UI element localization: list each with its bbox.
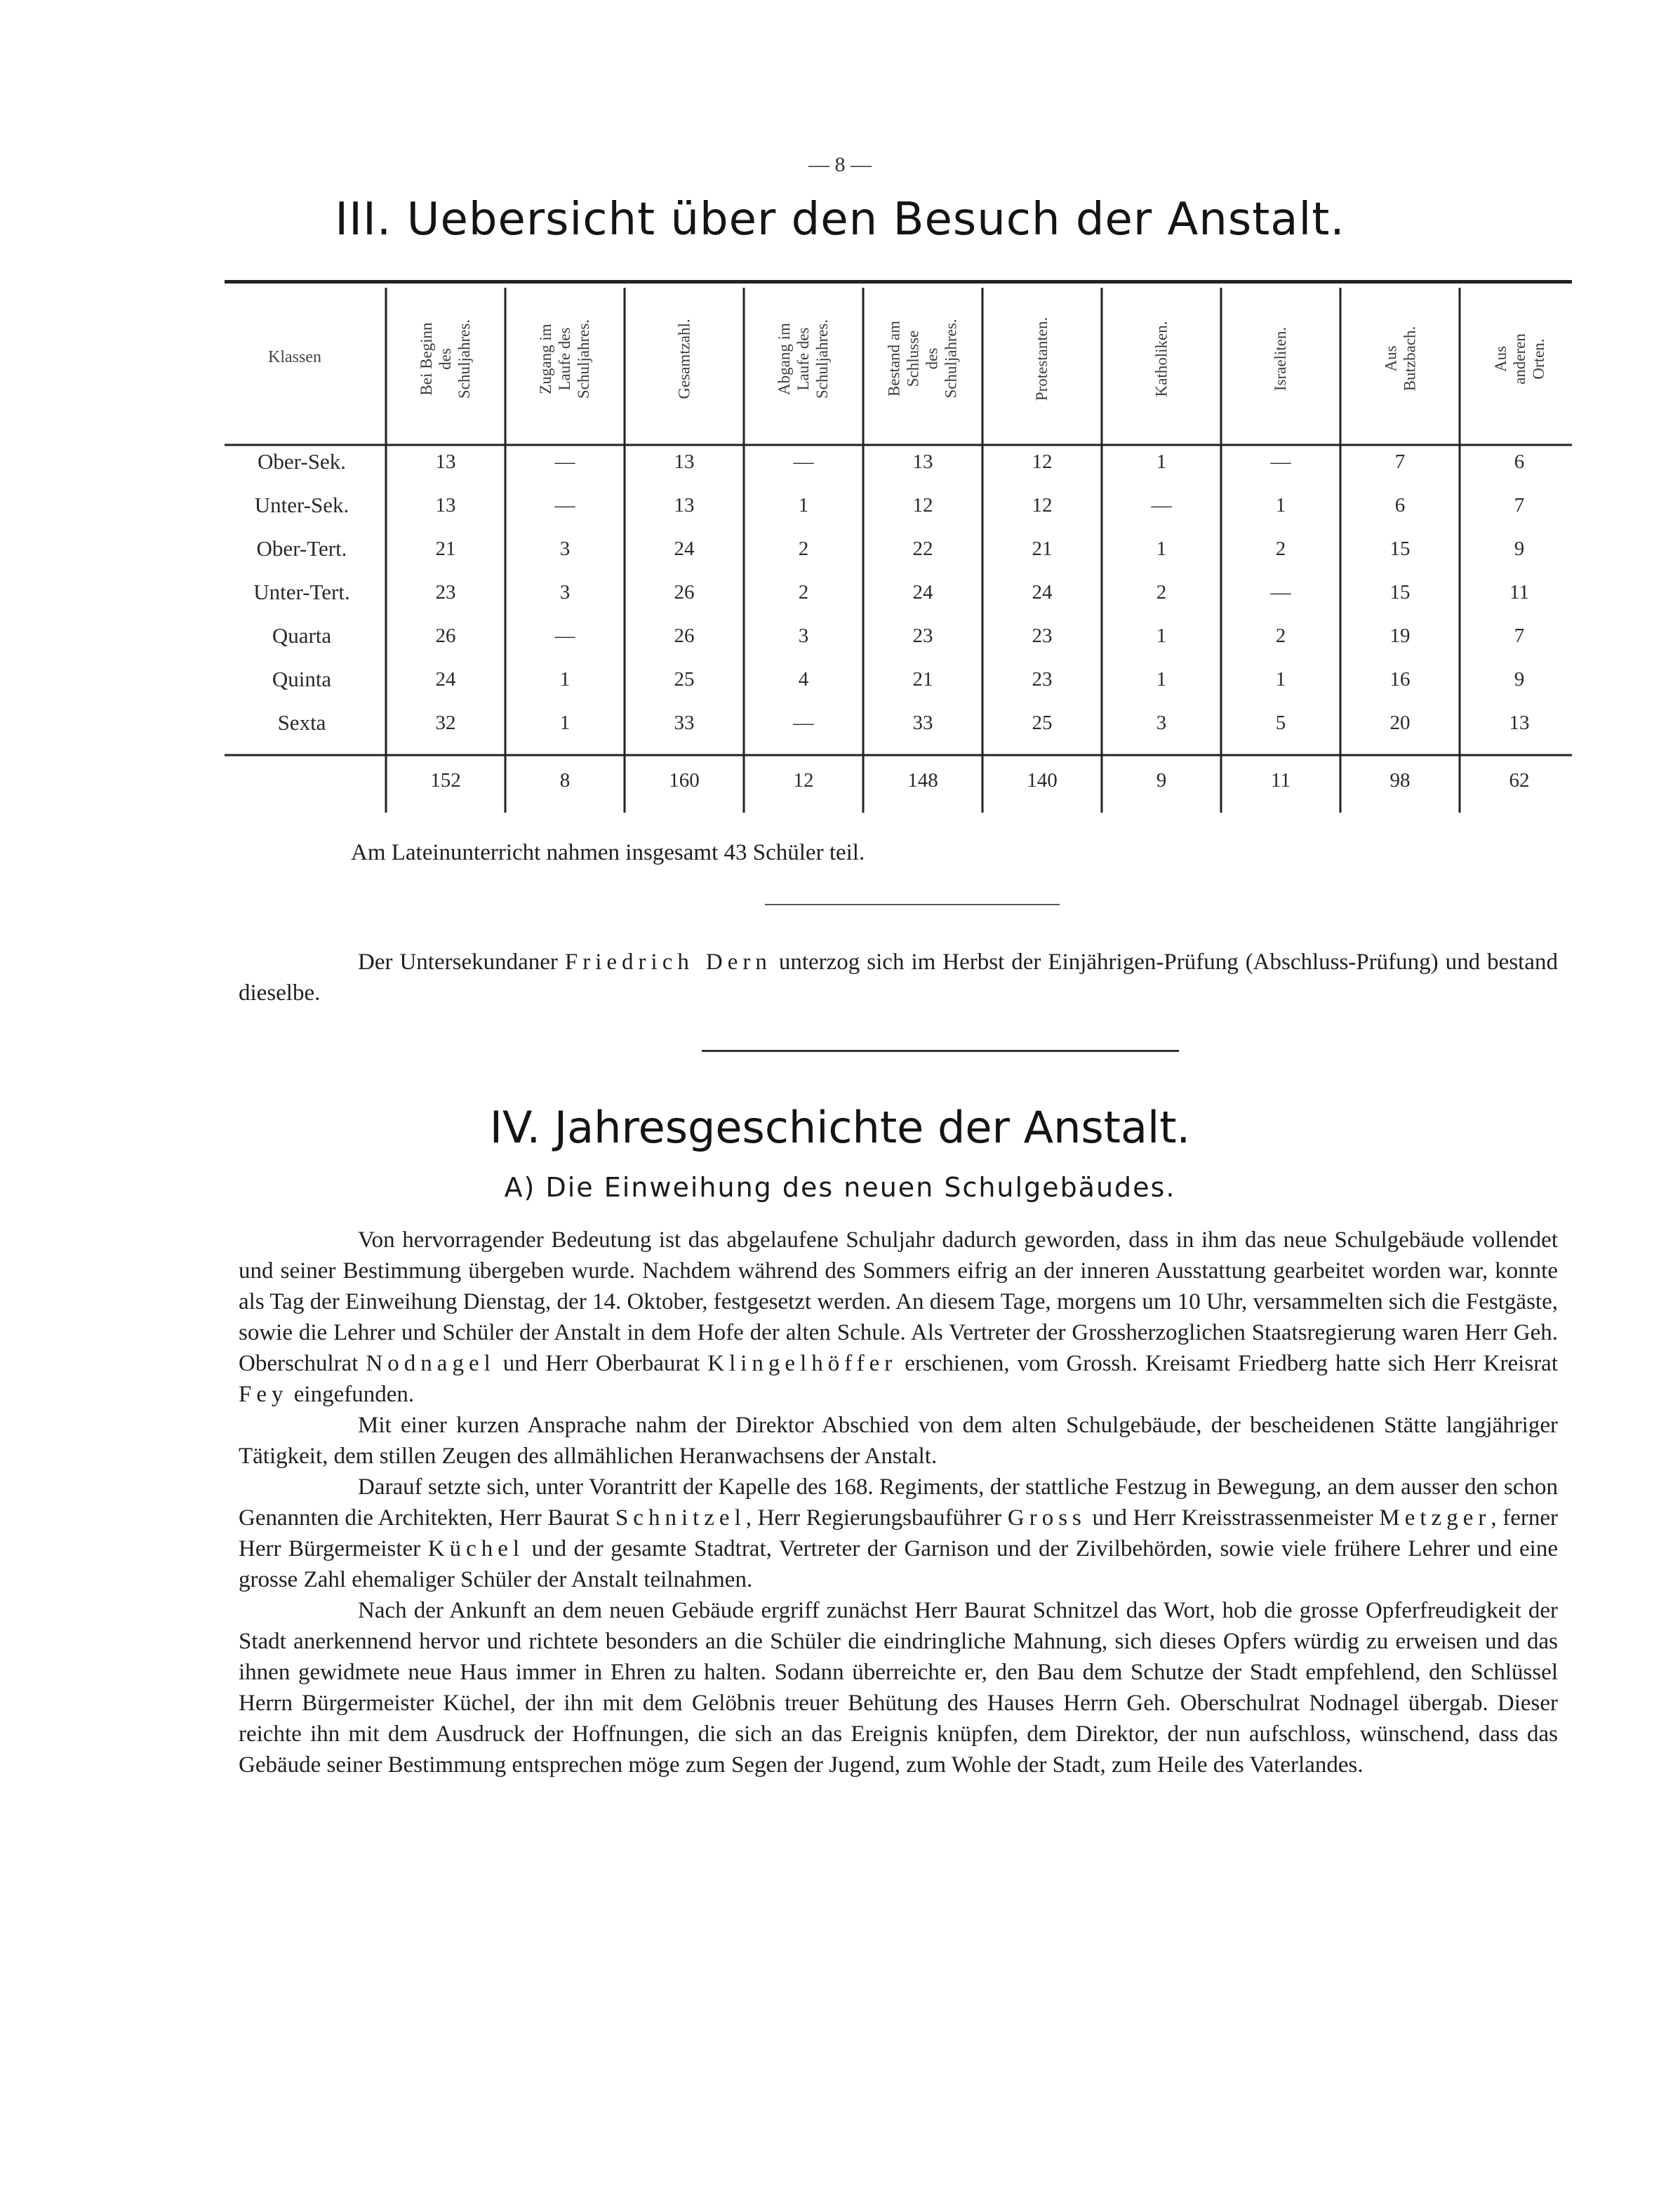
table-cell: 7 xyxy=(1514,494,1525,517)
table-cell: 13 xyxy=(435,494,456,517)
col-header-bestand: Bestand am Schlusse des Schuljahres. xyxy=(886,319,960,399)
col-header-abgang: Abgang im Laufe des Schuljahres. xyxy=(775,319,832,399)
table-cell: 2 xyxy=(798,581,809,604)
name-metzger: Metzger xyxy=(1379,1505,1491,1531)
table-cell: 19 xyxy=(1389,625,1411,647)
p3-text-2: , Herr Regierungsbauführer xyxy=(745,1505,1008,1531)
name-kuechel: Küchel xyxy=(427,1536,525,1561)
total-cell: 62 xyxy=(1509,769,1530,792)
table-cell: 2 xyxy=(1275,538,1286,560)
exam-note-paragraph xyxy=(239,947,1558,1008)
name-klingelhoeffer: Klingelhöffer xyxy=(707,1351,898,1376)
name-fey: Fey xyxy=(239,1382,288,1407)
table-cell: — xyxy=(793,712,814,734)
table-cell: 7 xyxy=(1394,451,1406,473)
table-cell: 24 xyxy=(674,538,695,560)
table-cell: 1 xyxy=(1275,494,1286,517)
table-cell: 9 xyxy=(1514,538,1525,560)
table-cell: 1 xyxy=(1156,668,1167,691)
table-cell: 33 xyxy=(912,712,933,734)
paragraph-2: Mit einer kurzen Ansprache nahm der Direktor Abschied von dem alten Schulgebäude, der bescheidenen Stätte langjähriger Tätigkeit, dem stillen Zeugen des allmählichen Heranwachsens der Anstalt. xyxy=(239,1413,1558,1469)
table-cell: 4 xyxy=(798,668,809,691)
col-header-zugang: Zugang im Laufe des Schuljahres. xyxy=(537,319,593,399)
table-cell: 1 xyxy=(1156,451,1167,473)
table-cell: 23 xyxy=(1032,625,1053,647)
title-rule xyxy=(225,280,1572,284)
table-cell: 1 xyxy=(798,494,809,517)
table-cell: 3 xyxy=(559,581,571,604)
table-cell: 21 xyxy=(1032,538,1053,560)
subheading-einweihung: A) Die Einweihung des neuen Schulgebäudes. xyxy=(504,1172,1176,1203)
divider-long xyxy=(702,1050,1179,1052)
table-cell: 2 xyxy=(798,538,809,560)
table-cell: 24 xyxy=(1032,581,1053,604)
table-cell: 1 xyxy=(1275,668,1286,691)
table-cell: 25 xyxy=(1032,712,1053,734)
total-cell: 98 xyxy=(1389,769,1411,792)
table-cell: 23 xyxy=(912,625,933,647)
col-header-katholiken: Katholiken. xyxy=(1152,321,1171,397)
table-cell: 33 xyxy=(674,712,695,734)
col-header-beginn: Bei Beginn des Schuljahres. xyxy=(418,319,474,399)
table-cell: — xyxy=(1270,451,1291,473)
history-text xyxy=(239,1225,1558,1780)
table-cell: 1 xyxy=(559,712,571,734)
name-schnitzel: Schnitzel xyxy=(615,1505,746,1531)
total-cell: 8 xyxy=(559,769,571,792)
row-label: Unter-Tert. xyxy=(253,580,350,604)
p1-text-4: eingefunden. xyxy=(288,1382,415,1407)
table-cell: 23 xyxy=(435,581,456,604)
table-cell: 3 xyxy=(1156,712,1167,734)
total-cell: 11 xyxy=(1271,769,1291,792)
table-cell: 9 xyxy=(1514,668,1525,691)
divider-short xyxy=(765,904,1060,905)
col-header-protestanten: Protestanten. xyxy=(1033,317,1051,401)
table-cell: 1 xyxy=(559,668,571,691)
total-cell: 148 xyxy=(907,769,938,792)
page-number: — 8 — xyxy=(808,153,872,176)
table-cell: 26 xyxy=(674,581,695,604)
table-cell: 21 xyxy=(912,668,933,691)
table-cell: 12 xyxy=(1032,494,1053,517)
total-cell: 12 xyxy=(793,769,814,792)
exam-note xyxy=(239,947,1558,1008)
table-cell: 2 xyxy=(1156,581,1167,604)
paragraph-1 xyxy=(239,1225,1558,1410)
row-label: Sexta xyxy=(277,710,326,735)
table-cell: 12 xyxy=(1032,451,1053,473)
table-cell: 25 xyxy=(674,668,695,691)
p1-text-1: Von hervorragender Bedeutung ist das abgelaufene Schuljahr dadurch geworden, dass in ihm das neue Schulgebäude vollendet und seiner Bestimmung übergeben wurde. Nachdem während des Sommers eifrig an der inneren Ausstattung gearbeitet worden war, konnte als Tag der Einweihung Dienstag, der 14. Oktober, festgesetzt werden. An diesem Tage, morgens um 10 Uhr, versammelten sich die Festgäste, sowie die Lehrer und Schüler der Anstalt in dem Hofe der alten Schule. Als Vertreter der Grossherzoglichen Staatsregierung waren Herr Geh. Oberschulrat xyxy=(239,1227,1558,1376)
p3-text-1: Darauf setzte sich, unter Vorantritt der Kapelle des 168. Regiments, der stattliche Festzug in Bewegung, an dem ausser den schon Genannten die Architekten, Herr Baurat xyxy=(239,1474,1558,1531)
exam-note-name: Friedrich Dern xyxy=(564,950,772,975)
row-label: Ober-Tert. xyxy=(256,536,347,561)
row-label: Unter-Sek. xyxy=(254,493,349,517)
col-header-israeliten: Israeliten. xyxy=(1272,326,1290,391)
total-cell: 9 xyxy=(1156,769,1167,792)
table-cell: 21 xyxy=(435,538,456,560)
table-cell: 1 xyxy=(1156,538,1167,560)
table-cell: 2 xyxy=(1275,625,1286,647)
latin-note: Am Lateinunterricht nahmen insgesamt 43 Schüler teil. xyxy=(351,840,865,865)
table-cell: 23 xyxy=(1032,668,1053,691)
paragraph-3 xyxy=(239,1472,1558,1595)
table-cell: — xyxy=(554,625,575,647)
p1-text-2: und Herr Oberbaurat xyxy=(495,1351,708,1376)
table-cell: 26 xyxy=(674,625,695,647)
table-cell: 26 xyxy=(435,625,456,647)
table-cell: 12 xyxy=(912,494,933,517)
total-cell: 152 xyxy=(430,769,461,792)
p3-text-3: und Herr Kreisstrassenmeister xyxy=(1086,1505,1380,1531)
table-cell: 13 xyxy=(435,451,456,473)
table-cell: — xyxy=(1151,494,1172,517)
p3-text-4: , ferner Herr Bürgermeister xyxy=(239,1505,1559,1561)
exam-note-text-end: unterzog sich im Herbst der Einjährigen-Prüfung (Abschluss-Prüfung) und bestand dieselbe. xyxy=(239,950,1558,1006)
col-header-andere-orte: Aus anderen Orten. xyxy=(1491,333,1547,385)
p1-text-3: erschienen, vom Grossh. Kreisamt Friedberg hatte sich Herr Kreisrat xyxy=(897,1351,1558,1376)
p3-text-5: und der gesamte Stadtrat, Vertreter der Garnison und der Zivilbehörden, sowie viele frühere Lehrer und eine grosse Zahl ehemaliger Schüler der Anstalt teilnahmen. xyxy=(239,1536,1558,1592)
section-title-attendance: III. Uebersicht über den Besuch der Anstalt. xyxy=(335,194,1345,246)
name-gross: Gross xyxy=(1007,1505,1086,1531)
table-cell: — xyxy=(1270,581,1291,604)
table-cell: 20 xyxy=(1389,712,1411,734)
paragraph-4: Nach der Ankunft an dem neuen Gebäude ergriff zunächst Herr Baurat Schnitzel das Wort, hob die grosse Opferfreudigkeit der Stadt anerkennend hervor und richtete besonders an die Schüler die eindringliche Mahnung, sich dieses Opfers würdig zu erweisen und das ihnen gewidmete neue Haus immer in Ehren zu halten. Sodann überreichte er, den Bau dem Schutze der Stadt empfehlend, den Schlüssel Herrn Bürgermeister Küchel, der ihn mit dem Gelöbnis treuer Behütung des Hauses Herrn Geh. Oberschulrat Nodnagel übergab. Dieser reichte ihn mit dem Ausdruck der Hoffnungen, die sich an das Ereignis knüpfen, dem Direktor, der nun aufschloss, wünschend, dass das Gebäude seiner Bestimmung entsprechen möge zum Segen der Jugend, zum Wohle der Stadt, zum Heile des Vaterlandes. xyxy=(239,1598,1558,1778)
total-cell: 140 xyxy=(1027,769,1058,792)
table-cell: — xyxy=(793,451,814,473)
row-label: Ober-Sek. xyxy=(258,449,346,474)
table-cell: 15 xyxy=(1389,581,1411,604)
table-cell: 13 xyxy=(674,451,695,473)
table-cell: 3 xyxy=(798,625,809,647)
table-cell: 13 xyxy=(674,494,695,517)
col-header-gesamtzahl: Gesamtzahl. xyxy=(675,318,693,399)
table-cell: 6 xyxy=(1394,494,1406,517)
attendance-table xyxy=(225,285,1572,839)
col-header-butzbach: Aus Butzbach. xyxy=(1382,326,1419,392)
table-cell: 13 xyxy=(1509,712,1530,734)
table-cell: 24 xyxy=(912,581,933,604)
table-cell: 24 xyxy=(435,668,456,691)
table-cell: 3 xyxy=(559,538,571,560)
row-label: Quarta xyxy=(272,623,332,648)
table-cell: — xyxy=(554,494,575,517)
table-cell: 11 xyxy=(1509,581,1529,604)
table-cell: 16 xyxy=(1389,668,1411,691)
klassen-header: Klassen xyxy=(268,348,321,366)
exam-note-text: Der Untersekundaner xyxy=(358,950,565,975)
name-nodnagel: Nodnagel xyxy=(366,1351,495,1376)
table-cell: — xyxy=(554,451,575,473)
total-cell: 160 xyxy=(669,769,700,792)
table-cell: 5 xyxy=(1275,712,1286,734)
row-label: Quinta xyxy=(272,667,332,691)
table-cell: 15 xyxy=(1389,538,1411,560)
table-cell: 22 xyxy=(912,538,933,560)
table-cell: 13 xyxy=(912,451,933,473)
table-cell: 7 xyxy=(1514,625,1525,647)
section-title-history: IV. Jahresgeschichte der Anstalt. xyxy=(489,1102,1191,1153)
table-cell: 32 xyxy=(435,712,456,734)
table-cell: 1 xyxy=(1156,625,1167,647)
table-cell: 6 xyxy=(1514,451,1525,473)
